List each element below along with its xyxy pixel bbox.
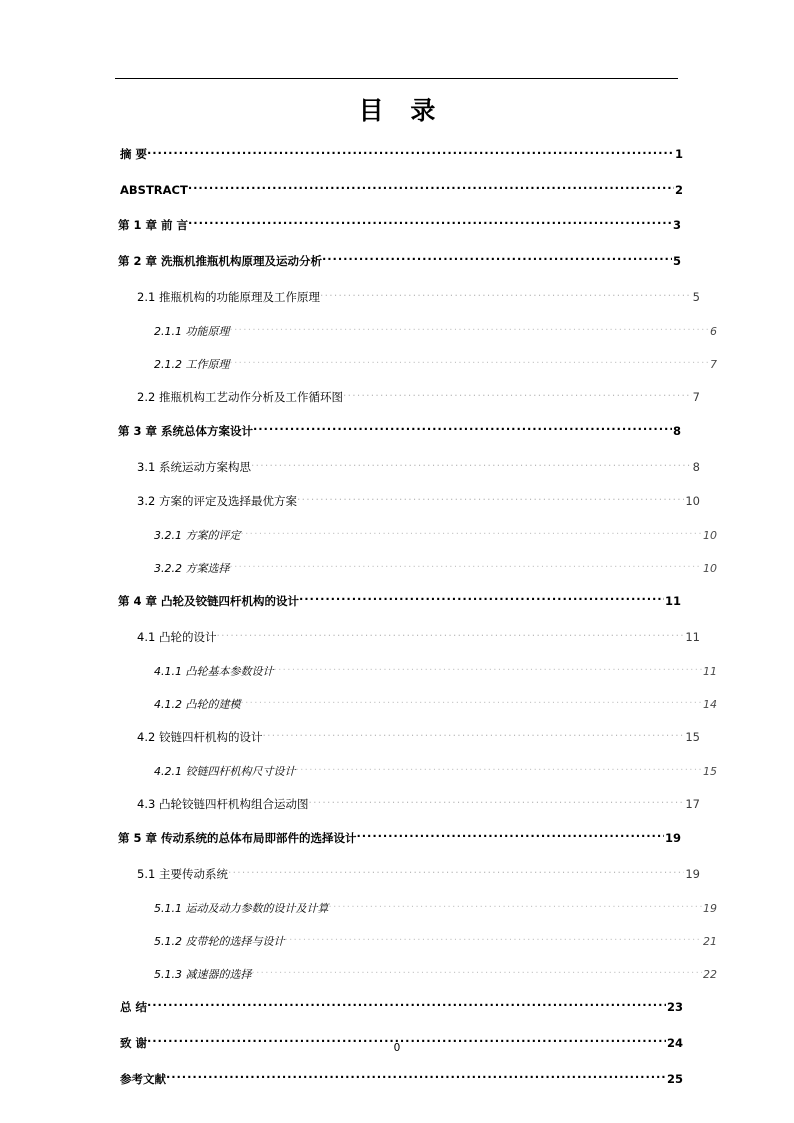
toc-dot-leader: [328, 901, 702, 912]
toc-entry-page-number: 15: [685, 729, 700, 744]
toc-entry-page-number: 8: [692, 459, 700, 474]
toc-dot-leader: [241, 697, 703, 708]
toc-entry-page-number: 8: [672, 423, 681, 438]
toc-dot-leader: [343, 389, 692, 401]
toc-dot-leader: [188, 217, 672, 229]
page-title: 目 录: [358, 96, 445, 125]
toc-entry-page-number: 10: [685, 493, 700, 508]
toc-entry-level-2[interactable]: [137, 493, 700, 509]
toc-dot-leader: [297, 493, 684, 505]
toc-entry-page-number: 17: [685, 796, 700, 811]
toc-entry-page-number: 7: [692, 389, 700, 404]
toc-entry-level-3[interactable]: [154, 356, 717, 372]
toc-entry-label: 3.2 方案的评定及选择最优方案: [137, 493, 297, 508]
toc-entry-level-3[interactable]: [154, 933, 717, 949]
toc-entry-level-3[interactable]: [154, 323, 717, 339]
toc-entry-label: 4.3 凸轮铰链四杆机构组合运动图: [137, 796, 309, 811]
toc-dot-leader: [253, 423, 672, 435]
toc-entry-level-1[interactable]: [118, 593, 681, 609]
toc-entry-level-3[interactable]: [154, 663, 717, 679]
toc-dot-leader: [274, 664, 703, 675]
toc-entry-label: 4.2.1 铰链四杆机构尺寸设计: [154, 764, 296, 778]
toc-entry-page-number: 11: [703, 664, 717, 678]
toc-dot-leader: [357, 830, 664, 842]
toc-entry-page-number: 21: [703, 934, 717, 948]
toc-entry-level-2[interactable]: [137, 459, 700, 475]
toc-entry-page-number: 11: [685, 629, 700, 644]
toc-entry-level-1[interactable]: [118, 830, 681, 846]
toc-entry-label: 参考文献: [120, 1071, 166, 1086]
toc-entry-label: 第 4 章 凸轮及铰链四杆机构的设计: [118, 593, 300, 608]
toc-dot-leader: [262, 729, 684, 741]
toc-dot-leader: [296, 764, 703, 775]
toc-entry-level-3[interactable]: [154, 966, 717, 982]
toc-entry-label: 总 结: [120, 999, 148, 1014]
toc-dot-leader: [216, 629, 684, 641]
toc-entry-label: 3.2.1 方案的评定: [154, 528, 241, 542]
toc-entry-level-3[interactable]: [154, 900, 717, 916]
toc-entry-page-number: 5: [672, 253, 681, 268]
toc-entry-label: ABSTRACT: [120, 182, 188, 197]
toc-entry-label: 5.1.1 运动及动力参数的设计及计算: [154, 901, 329, 915]
toc-dot-leader: [147, 999, 666, 1011]
toc-entry-page-number: 10: [703, 561, 717, 575]
toc-entry-label: 4.2 铰链四杆机构的设计: [137, 729, 263, 744]
toc-entry-page-number: 11: [664, 593, 681, 608]
footer-page-number: 0: [393, 1042, 401, 1054]
toc-entry-label: 2.1.2 工作原理: [154, 357, 230, 371]
toc-entry-label: 致 谢: [120, 1035, 148, 1050]
toc-entry-level-3[interactable]: [154, 696, 717, 712]
toc-dot-leader: [188, 182, 674, 194]
toc-entry-label: 第 5 章 传动系统的总体布局即部件的选择设计: [118, 830, 357, 845]
toc-entry-level-1[interactable]: [120, 182, 683, 197]
toc-entry-level-2[interactable]: [137, 629, 700, 645]
toc-entry-label: 5.1 主要传动系统: [137, 866, 228, 881]
toc-entry-page-number: 25: [666, 1071, 683, 1086]
toc-entry-label: 4.1.1 凸轮基本参数设计: [154, 664, 274, 678]
toc-dot-leader: [320, 289, 692, 301]
toc-dot-leader: [166, 1071, 666, 1083]
table-of-contents: [115, 146, 717, 1107]
toc-dot-leader: [228, 866, 684, 878]
toc-entry-label: 第 3 章 系统总体方案设计: [118, 423, 254, 438]
toc-entry-page-number: 22: [703, 967, 717, 981]
toc-entry-level-2[interactable]: [137, 796, 700, 812]
toc-entry-page-number: 6: [710, 324, 717, 338]
toc-entry-level-3[interactable]: [154, 527, 717, 543]
toc-dot-leader: [241, 528, 703, 539]
toc-dot-leader: [299, 593, 664, 605]
toc-entry-level-1[interactable]: [118, 217, 681, 233]
toc-dot-leader: [147, 147, 674, 159]
toc-entry-level-2[interactable]: [137, 389, 700, 405]
toc-entry-page-number: 15: [703, 764, 717, 778]
toc-entry-level-1[interactable]: [118, 253, 681, 269]
toc-entry-label: 摘 要: [120, 147, 148, 161]
toc-entry-label: 3.2.2 方案选择: [154, 561, 230, 575]
toc-entry-page-number: 23: [666, 999, 683, 1014]
toc-dot-leader: [322, 253, 672, 265]
toc-entry-page-number: 1: [674, 147, 683, 161]
toc-entry-label: 2.2 推瓶机构工艺动作分析及工作循环图: [137, 389, 343, 404]
toc-entry-page-number: 24: [666, 1035, 683, 1050]
toc-entry-page-number: 10: [703, 528, 717, 542]
toc-dot-leader: [285, 934, 703, 945]
toc-entry-level-1[interactable]: [120, 1071, 683, 1087]
toc-entry-level-1[interactable]: [120, 146, 683, 162]
header-divider-rule: [115, 78, 678, 79]
toc-dot-leader: [230, 357, 710, 368]
toc-entry-level-1[interactable]: [118, 423, 681, 439]
toc-entry-level-2[interactable]: [137, 729, 700, 745]
toc-entry-page-number: 5: [692, 289, 700, 304]
toc-entry-level-3[interactable]: [154, 763, 717, 779]
toc-entry-label: 5.1.3 减速器的选择: [154, 967, 252, 981]
toc-dot-leader: [230, 561, 703, 572]
toc-entry-label: 第 1 章 前 言: [118, 217, 189, 232]
toc-entry-page-number: 7: [710, 357, 717, 371]
toc-dot-leader: [252, 967, 703, 978]
toc-dot-leader: [308, 796, 684, 808]
toc-entry-label: 2.1 推瓶机构的功能原理及工作原理: [137, 289, 320, 304]
toc-entry-label: 2.1.1 功能原理: [154, 324, 230, 338]
toc-entry-page-number: 19: [703, 901, 717, 915]
toc-entry-level-3[interactable]: [154, 560, 717, 576]
toc-entry-page-number: 3: [672, 217, 681, 232]
toc-entry-level-2[interactable]: [137, 289, 700, 305]
toc-entry-page-number: 2: [674, 182, 683, 197]
toc-entry-label: 3.1 系统运动方案构思: [137, 459, 251, 474]
toc-dot-leader: [230, 324, 710, 335]
toc-dot-leader: [251, 459, 692, 471]
toc-entry-label: 4.1 凸轮的设计: [137, 629, 217, 644]
toc-entry-label: 5.1.2 皮带轮的选择与设计: [154, 934, 285, 948]
toc-entry-level-2[interactable]: [137, 866, 700, 882]
toc-entry-level-1[interactable]: [120, 999, 683, 1015]
toc-entry-label: 第 2 章 洗瓶机推瓶机构原理及运动分析: [118, 253, 323, 268]
toc-entry-page-number: 14: [703, 697, 717, 711]
toc-entry-page-number: 19: [664, 830, 681, 845]
toc-entry-label: 4.1.2 凸轮的建模: [154, 697, 241, 711]
toc-entry-page-number: 19: [685, 866, 700, 881]
